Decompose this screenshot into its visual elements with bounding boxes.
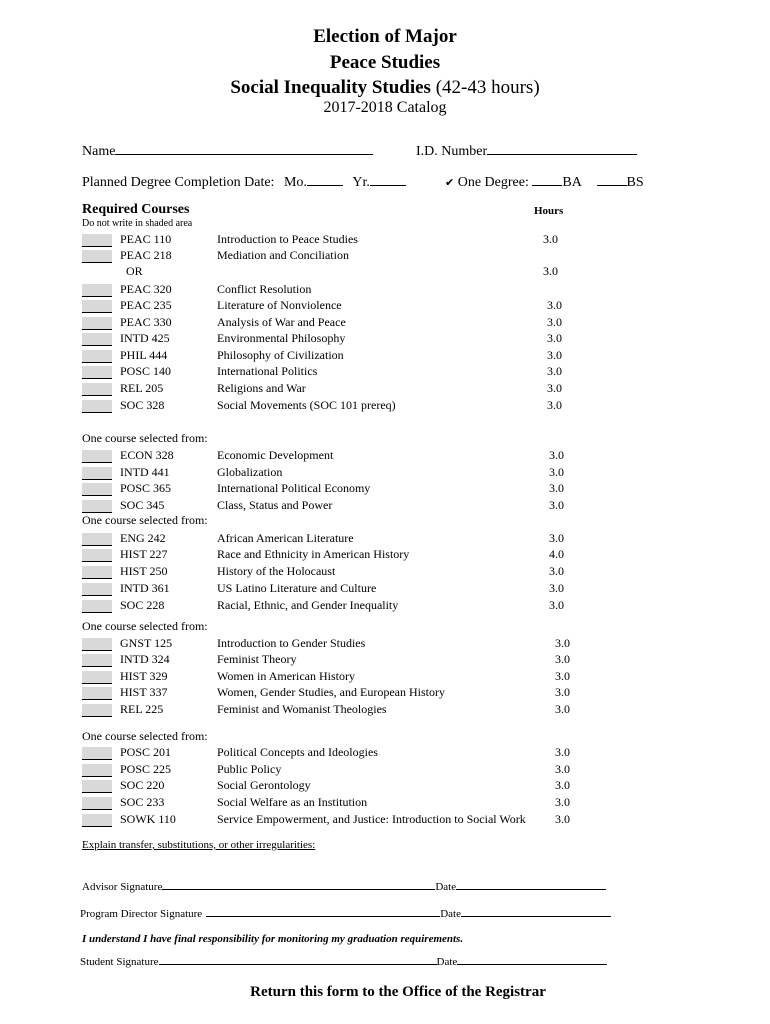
- course-code: PEAC 330: [120, 315, 172, 329]
- shaded-check-box[interactable]: [82, 764, 112, 777]
- course-code: GNST 125: [120, 636, 173, 650]
- director-signature-row: [80, 906, 611, 920]
- id-number-field: [416, 142, 637, 160]
- group-label: One course selected from:: [82, 729, 208, 743]
- course-hours: 3.0: [549, 481, 564, 495]
- director-date-label: Date: [440, 908, 461, 920]
- bs-label: BS: [626, 175, 644, 190]
- course-row: [82, 380, 562, 396]
- shaded-check-box[interactable]: [82, 533, 112, 546]
- shaded-check-box[interactable]: [82, 687, 112, 700]
- course-hours: 3.0: [549, 581, 564, 595]
- course-row: [82, 744, 570, 760]
- course-code: PEAC 218: [120, 248, 172, 262]
- course-hours: 3.0: [555, 669, 570, 683]
- course-title: Political Concepts and Ideologies: [217, 745, 378, 759]
- course-row: [82, 811, 570, 827]
- year-label: Yr.: [352, 175, 370, 190]
- course-title: Religions and War: [217, 381, 306, 395]
- course-code: HIST 329: [120, 669, 168, 683]
- course-row: [82, 580, 564, 596]
- advisor-date-label: Date: [435, 881, 457, 893]
- course-hours: 3.0: [549, 564, 564, 578]
- course-title: Feminist and Womanist Theologies: [217, 702, 387, 716]
- course-hours: 3.0: [547, 298, 562, 312]
- course-hours: 3.0: [547, 331, 562, 345]
- course-code: REL 225: [120, 702, 164, 716]
- required-courses-heading: Required Courses: [82, 202, 190, 217]
- course-code: POSC 365: [120, 481, 172, 495]
- advisor-signature-row: [82, 879, 606, 893]
- shaded-check-box[interactable]: [82, 583, 112, 596]
- shaded-check-box[interactable]: [82, 600, 112, 613]
- course-title: Service Empowerment, and Justice: Introduction to Social Work: [217, 812, 526, 826]
- course-code: INTD 441: [120, 465, 170, 479]
- shaded-check-box[interactable]: [82, 284, 112, 297]
- or-label: OR: [126, 264, 143, 278]
- course-row: [82, 597, 564, 613]
- course-row: [82, 563, 564, 579]
- course-row: [82, 397, 562, 413]
- course-hours: 3.0: [547, 348, 562, 362]
- course-code: ENG 242: [120, 531, 166, 545]
- advisor-date-line[interactable]: [456, 879, 606, 890]
- id-number-input-line[interactable]: [487, 142, 637, 155]
- course-title: Feminist Theory: [217, 652, 297, 666]
- course-hours: 3.0: [555, 762, 570, 776]
- hours-heading: Hours: [534, 205, 564, 217]
- course-row: [82, 347, 562, 363]
- director-date-line[interactable]: [461, 906, 611, 917]
- course-title: Social Movements (SOC 101 prereq): [217, 398, 396, 412]
- course-row: [82, 447, 564, 463]
- explain-irregularities: Explain transfer, substitutions, or other irregularities:: [82, 839, 316, 851]
- course-row: [82, 247, 349, 263]
- shaded-check-box[interactable]: [82, 450, 112, 463]
- course-code: SOWK 110: [120, 812, 176, 826]
- course-title: Economic Development: [217, 448, 334, 462]
- shaded-check-box[interactable]: [82, 317, 112, 330]
- course-title: Globalization: [217, 465, 283, 479]
- course-code: SOC 345: [120, 498, 165, 512]
- course-hours: 3.0: [555, 812, 570, 826]
- shaded-check-box[interactable]: [82, 797, 112, 810]
- course-row: [82, 363, 562, 379]
- shaded-check-box[interactable]: [82, 747, 112, 760]
- course-code: POSC 140: [120, 364, 172, 378]
- course-code: ECON 328: [120, 448, 174, 462]
- course-title: Environmental Philosophy: [217, 331, 346, 345]
- course-hours: 3.0: [555, 636, 570, 650]
- track-hours: (42-43 hours): [430, 77, 540, 98]
- student-signature-line[interactable]: [159, 954, 437, 965]
- degree-label: One Degree:: [457, 175, 529, 190]
- course-code: REL 205: [120, 381, 164, 395]
- course-hours: 3.0: [555, 778, 570, 792]
- shaded-check-box[interactable]: [82, 704, 112, 717]
- course-row: [82, 281, 312, 297]
- course-title: Introduction to Peace Studies: [217, 232, 358, 246]
- course-hours: 3.0: [555, 795, 570, 809]
- course-row: [82, 297, 562, 313]
- course-row: [82, 701, 570, 717]
- course-hours: 3.0: [555, 685, 570, 699]
- shaded-check-box[interactable]: [82, 234, 112, 247]
- course-code: HIST 337: [120, 685, 168, 699]
- course-hours: 3.0: [547, 364, 562, 378]
- course-title: Class, Status and Power: [217, 498, 333, 512]
- course-hours: 3.0: [555, 745, 570, 759]
- course-row: [82, 668, 570, 684]
- catalog-year: 2017-2018 Catalog: [323, 99, 447, 116]
- course-title: Race and Ethnicity in American History: [217, 547, 410, 561]
- course-code: PHIL 444: [120, 348, 168, 362]
- form-title: Election of Major: [313, 26, 457, 47]
- student-date-label: Date: [436, 956, 458, 968]
- course-title: Conflict Resolution: [217, 282, 312, 296]
- course-code: HIST 227: [120, 547, 168, 561]
- course-title: Women, Gender Studies, and European History: [217, 685, 445, 699]
- course-hours: 4.0: [549, 547, 564, 561]
- group-label: One course selected from:: [82, 513, 208, 527]
- shaded-check-box[interactable]: [82, 654, 112, 667]
- name-field: [82, 142, 373, 160]
- shaded-check-box[interactable]: [82, 500, 112, 513]
- course-title: Women in American History: [217, 669, 356, 683]
- course-code: INTD 361: [120, 581, 170, 595]
- ba-input-line[interactable]: [532, 173, 562, 186]
- course-row: [82, 530, 564, 546]
- year-input-line[interactable]: [370, 173, 406, 186]
- course-code: PEAC 320: [120, 282, 172, 296]
- shaded-check-box[interactable]: [82, 638, 112, 651]
- director-signature-label: Program Director Signature: [80, 908, 203, 920]
- course-code: INTD 324: [120, 652, 170, 666]
- return-instructions: Return this form to the Office of the Registrar: [250, 984, 546, 1000]
- course-row: [82, 330, 562, 346]
- course-hours: 3.0: [547, 315, 562, 329]
- course-hours: 3.0: [549, 448, 564, 462]
- degree-field: [445, 173, 644, 191]
- course-row: [82, 761, 570, 777]
- course-title: Racial, Ethnic, and Gender Inequality: [217, 598, 399, 612]
- course-hours: 3.0: [549, 498, 564, 512]
- course-code: POSC 225: [120, 762, 172, 776]
- course-title: African American Literature: [217, 531, 354, 545]
- shaded-area-note: Do not write in shaded area: [82, 218, 193, 229]
- course-code: POSC 201: [120, 745, 172, 759]
- shaded-check-box[interactable]: [82, 780, 112, 793]
- course-hours: 3.0: [549, 465, 564, 479]
- course-title: History of the Holocaust: [217, 564, 336, 578]
- course-title: Analysis of War and Peace: [217, 315, 346, 329]
- course-title: Social Welfare as an Institution: [217, 795, 368, 809]
- ba-label: BA: [562, 175, 582, 190]
- name-input-line[interactable]: [115, 142, 373, 155]
- completion-date-label: Planned Degree Completion Date:: [82, 175, 275, 190]
- group-label: One course selected from:: [82, 619, 208, 633]
- course-row: [82, 231, 558, 247]
- shaded-check-box[interactable]: [82, 383, 112, 396]
- course-hours: 3.0: [555, 702, 570, 716]
- course-row: [82, 651, 570, 667]
- track-title: [0, 75, 770, 101]
- course-hours: 3.0: [547, 398, 562, 412]
- student-signature-label: Student Signature: [80, 956, 159, 968]
- course-hours: 3.0: [549, 531, 564, 545]
- shaded-check-box[interactable]: [82, 483, 112, 496]
- course-row: [82, 777, 570, 793]
- track-name: Social Inequality Studies: [230, 77, 431, 98]
- advisor-signature-line[interactable]: [162, 879, 435, 890]
- shaded-check-box[interactable]: [82, 333, 112, 346]
- course-hours: 3.0: [549, 598, 564, 612]
- advisor-signature-label: Advisor Signature: [82, 881, 163, 893]
- shaded-check-box[interactable]: [82, 467, 112, 480]
- course-code: SOC 233: [120, 795, 165, 809]
- student-date-line[interactable]: [457, 954, 607, 965]
- course-row: [82, 314, 562, 330]
- course-hours: 3.0: [543, 232, 558, 246]
- or-hours: 3.0: [543, 264, 558, 278]
- course-title: Public Policy: [217, 762, 282, 776]
- shaded-check-box[interactable]: [82, 300, 112, 313]
- month-label: Mo.: [283, 175, 307, 190]
- course-title: Social Gerontology: [217, 778, 311, 792]
- course-row: [82, 635, 570, 651]
- bs-input-line[interactable]: [597, 173, 627, 186]
- shaded-check-box[interactable]: [82, 400, 112, 413]
- course-title: International Political Economy: [217, 481, 371, 495]
- course-title: Literature of Nonviolence: [217, 298, 342, 312]
- completion-date-field: [82, 173, 406, 191]
- course-row: [82, 480, 564, 496]
- course-title: Philosophy of Civilization: [217, 348, 344, 362]
- student-signature-row: [80, 954, 607, 968]
- course-title: International Politics: [217, 364, 318, 378]
- course-row: [82, 546, 564, 562]
- shaded-check-box[interactable]: [82, 671, 112, 684]
- shaded-check-box[interactable]: [82, 366, 112, 379]
- course-row: [82, 684, 570, 700]
- group-label: One course selected from:: [82, 431, 208, 445]
- name-label: Name: [82, 144, 116, 159]
- month-input-line[interactable]: [307, 173, 343, 186]
- course-row: [82, 464, 564, 480]
- shaded-check-box[interactable]: [82, 814, 112, 827]
- course-code: INTD 425: [120, 331, 170, 345]
- course-code: PEAC 235: [120, 298, 172, 312]
- course-title: Mediation and Conciliation: [217, 248, 349, 262]
- course-row: [82, 497, 564, 513]
- course-code: SOC 328: [120, 398, 165, 412]
- shaded-check-box[interactable]: [82, 350, 112, 363]
- course-code: PEAC 110: [120, 232, 172, 246]
- course-row: [82, 794, 570, 810]
- course-code: SOC 228: [120, 598, 165, 612]
- shaded-check-box[interactable]: [82, 566, 112, 579]
- course-title: US Latino Literature and Culture: [217, 581, 377, 595]
- course-code: HIST 250: [120, 564, 168, 578]
- shaded-check-box[interactable]: [82, 549, 112, 562]
- course-code: SOC 220: [120, 778, 165, 792]
- course-hours: 3.0: [555, 652, 570, 666]
- director-signature-line[interactable]: [206, 906, 440, 917]
- shaded-check-box[interactable]: [82, 250, 112, 263]
- responsibility-statement: I understand I have final responsibility for monitoring my graduation requirements.: [82, 933, 464, 945]
- program-title: Peace Studies: [329, 52, 441, 73]
- course-title: Introduction to Gender Studies: [217, 636, 366, 650]
- id-number-label: I.D. Number: [416, 144, 488, 159]
- checkmark-icon: ✔: [445, 177, 455, 189]
- course-hours: 3.0: [547, 381, 562, 395]
